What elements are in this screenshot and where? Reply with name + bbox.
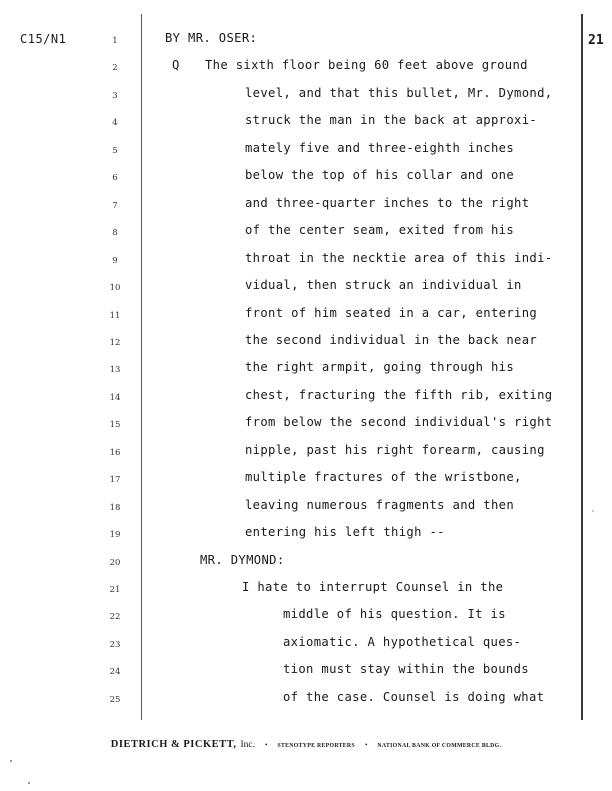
reporter-address: NATIONAL BANK OF COMMERCE BLDG. [377, 743, 502, 749]
transcript-line: front of him seated in a car, entering [245, 305, 538, 320]
scan-speck [28, 782, 30, 784]
transcript-line: middle of his question. It is [283, 607, 506, 622]
transcript-line: chest, fracturing the fifth rib, exiting [245, 387, 553, 402]
line-number: 18 [109, 502, 121, 513]
transcript-line: from below the second individual's right [245, 415, 553, 430]
line-number: 20 [109, 557, 121, 568]
scan-speck [592, 510, 594, 512]
transcript-line: throat in the necktie area of this indi- [245, 250, 553, 265]
line-number: 21 [109, 585, 121, 595]
transcript-line: I hate to interrupt Counsel in the [242, 580, 504, 594]
transcript-line: mately five and three-eighth inches [245, 140, 515, 155]
line-number: 14 [109, 392, 121, 403]
transcript-line: struck the man in the back at approxi- [245, 113, 538, 128]
line-number: 3 [112, 90, 118, 101]
transcript-line: of the case. Counsel is doing what [283, 689, 545, 704]
line-number: 22 [109, 612, 121, 623]
transcript-line: The sixth floor being 60 feet above ground [205, 58, 528, 73]
line-number: 1 [112, 36, 118, 46]
transcript-line: BY MR. OSER: [165, 31, 258, 45]
transcript-line: leaving numerous fragments and then [245, 497, 515, 512]
page-identifier: C15/N1 [20, 32, 67, 46]
left-margin-rule [141, 14, 142, 720]
line-number: 7 [112, 200, 118, 211]
line-number: 5 [112, 145, 118, 156]
line-number: 2 [112, 63, 118, 74]
page-number: 21 [588, 33, 604, 48]
right-margin-rule [581, 14, 583, 720]
question-marker: Q [172, 58, 180, 73]
line-number: 10 [109, 283, 121, 294]
transcript-line: the second individual in the back near [245, 332, 538, 347]
line-number: 8 [112, 228, 118, 239]
line-number: 19 [109, 530, 121, 541]
scan-speck [10, 760, 12, 762]
line-number: 24 [109, 667, 121, 678]
transcript-line: nipple, past his right forearm, causing [245, 442, 545, 457]
transcript-line: entering his left thigh -- [245, 525, 445, 540]
company-suffix: Inc. [240, 740, 255, 750]
line-number: 4 [112, 118, 118, 129]
transcript-line: of the center seam, exited from his [245, 223, 515, 238]
transcript-line: level, and that this bullet, Mr. Dymond, [245, 85, 553, 100]
reporter-footer [0, 734, 612, 752]
line-number: 25 [109, 694, 121, 705]
line-number: 13 [109, 365, 121, 376]
line-number: 15 [109, 420, 121, 431]
line-number: 23 [109, 639, 121, 650]
transcript-line: axiomatic. A hypothetical ques- [283, 634, 522, 649]
transcript-line: vidual, then struck an individual in [245, 278, 522, 293]
line-number: 12 [109, 337, 121, 348]
transcript-line: MR. DYMOND: [200, 552, 285, 567]
transcript-line: the right armpit, going through his [245, 360, 515, 375]
line-number: 9 [112, 255, 118, 266]
footer-separator: • [364, 741, 368, 749]
transcript-line: tion must stay within the bounds [283, 662, 529, 677]
transcript-line: and three-quarter inches to the right [245, 195, 530, 210]
transcript-line: below the top of his collar and one [245, 168, 515, 183]
reporter-service: STENOTYPE REPORTERS [277, 743, 355, 749]
reporter-company: DIETRICH & PICKETT, [110, 739, 237, 750]
transcript-line: multiple fractures of the wristbone, [245, 470, 522, 485]
line-number: 17 [109, 475, 121, 486]
line-number: 11 [109, 310, 121, 321]
footer-separator: • [265, 741, 268, 749]
line-number: 16 [109, 447, 121, 458]
line-number: 6 [112, 173, 118, 184]
